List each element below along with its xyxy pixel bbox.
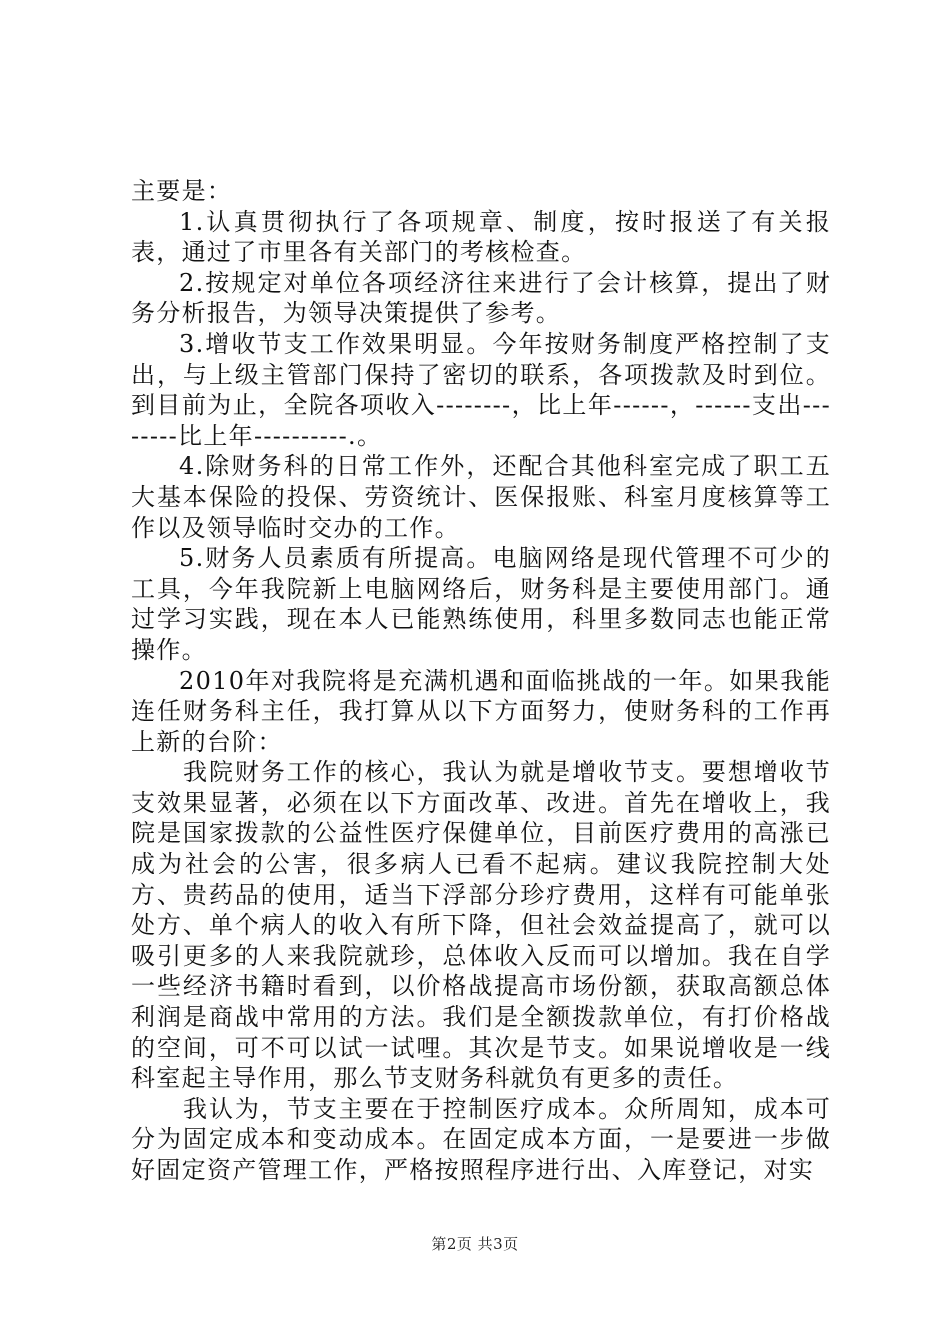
paragraph-item-5: 5.财务人员素质有所提高。电脑网络是现代管理不可少的工具，今年我院新上电脑网络后，财务科是主要使用部门。通过学习实践，现在本人已能熟练使用，科里多数同志也能正常操作。: [131, 544, 831, 664]
page-footer: 第2页 共3页: [431, 1235, 519, 1253]
paragraph-item-3: 3.增收节支工作效果明显。今年按财务制度严格控制了支出，与上级主管部门保持了密切的联系，各项拨款及时到位。到目前为止，全院各项收入--------，比上年------，------支出--------比上年----------.。: [131, 329, 831, 450]
paragraph-intro: 主要是：: [131, 177, 233, 205]
paragraph-item-4: 4.除财务科的日常工作外，还配合其他科室完成了职工五大基本保险的投保、劳资统计、医保报账、科室月度核算等工作以及领导临时交办的工作。: [131, 452, 831, 542]
paragraph-plan: 2010年对我院将是充满机遇和面临挑战的一年。如果我能连任财务科主任，我打算从以下方面努力，使财务科的工作再上新的台阶：: [131, 666, 831, 756]
paragraph-core-work: 我院财务工作的核心，我认为就是增收节支。要想增收节支效果显著，必须在以下方面改革、改进。首先在增收上，我院是国家拨款的公益性医疗保健单位，目前医疗费用的高涨已成为社会的公害，很多病人已看不起病。建议我院控制大处方、贵药品的使用，适当下浮部分珍疗费用，这样有可能单张处方、单个病人的收入有所下降，但社会效益提高了，就可以吸引更多的人来我院就珍，总体收入反而可以增加。我在自学一些经济书籍时看到，以价格战提高市场份额，获取高额总体利润是商战中常用的方法。我们是全额拨款单位，有打价格战的空间，可不可以试一试哩。其次是节支。如果说增收是一线科室起主导作用，那么节支财务科就负有更多的责任。: [131, 758, 831, 1093]
document-body: [131, 176, 831, 1186]
paragraph-item-1: 1.认真贯彻执行了各项规章、制度，按时报送了有关报表，通过了市里各有关部门的考核检查。: [131, 207, 831, 267]
paragraph-item-2: 2.按规定对单位各项经济往来进行了会计核算，提出了财务分析报告，为领导决策提供了参考。: [131, 268, 831, 328]
paragraph-cost-control: 我认为，节支主要在于控制医疗成本。众所周知，成本可分为固定成本和变动成本。在固定成本方面，一是要进一步做好固定资产管理工作，严格按照程序进行出、入库登记，对实: [131, 1094, 831, 1184]
